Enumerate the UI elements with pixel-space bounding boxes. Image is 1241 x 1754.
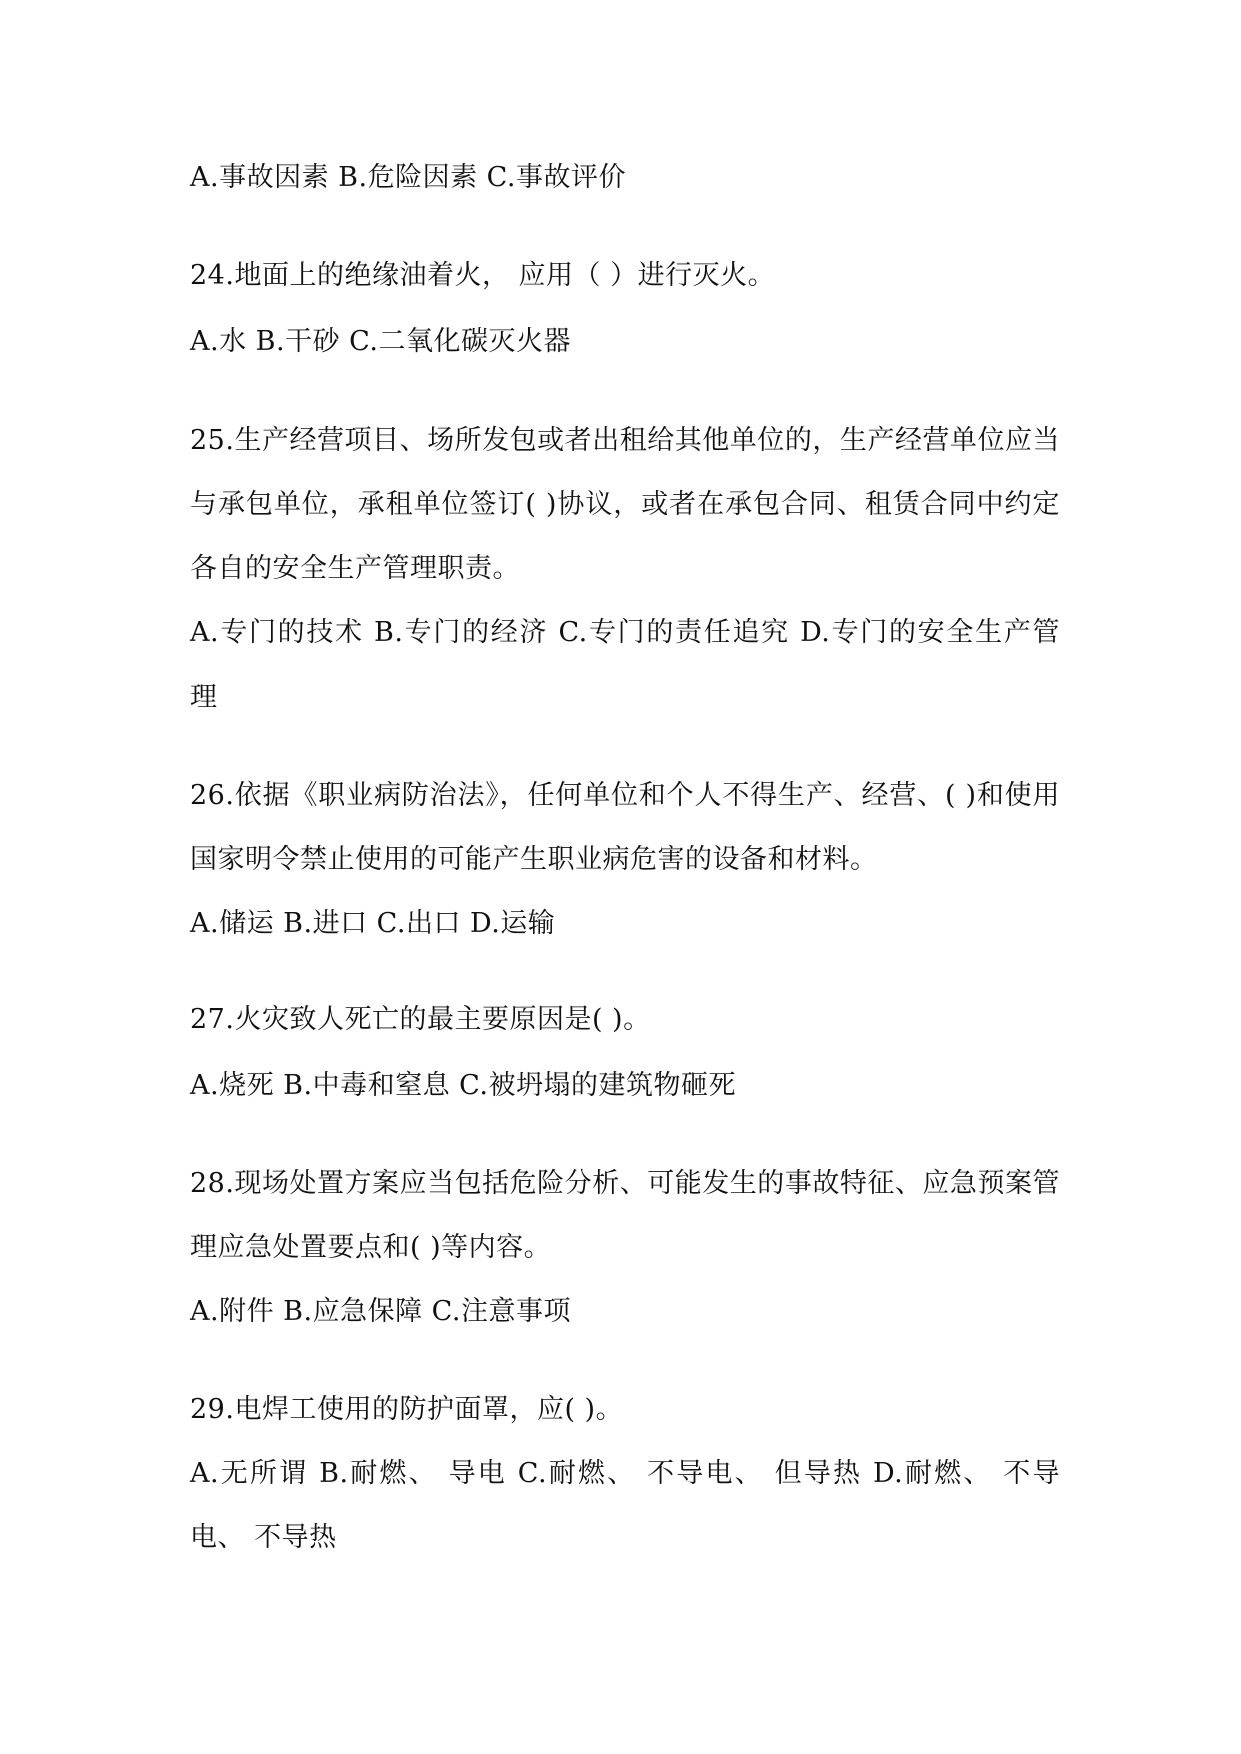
q27-options: A.烧死 B.中毒和窒息 C.被坍塌的建筑物砸死	[190, 1070, 736, 1101]
q29-options-line1: A.无所谓 B.耐燃、 导电 C.耐燃、 不导电、 但导热 D.耐燃、 不导	[190, 1458, 1060, 1489]
q25-options-line1: A.专门的技术 B.专门的经济 C.专门的责任追究 D.专门的安全生产管	[190, 617, 1060, 648]
q24-question: 24.地面上的绝缘油着火， 应用（ ）进行灭火。	[190, 260, 776, 291]
q24-options: A.水 B.干砂 C.二氧化碳灭火器	[190, 326, 571, 357]
q25-question-line3: 各自的安全生产管理职责。	[190, 553, 520, 584]
q28-question-line2: 理应急处置要点和( )等内容。	[190, 1232, 552, 1263]
q26-question-line2: 国家明令禁止使用的可能产生职业病危害的设备和材料。	[190, 844, 878, 875]
q29-options-line2: 电、 不导热	[190, 1522, 337, 1553]
q25-question-line1: 25.生产经营项目、场所发包或者出租给其他单位的，生产经营单位应当	[190, 425, 1060, 456]
q25-options-line2: 理	[190, 682, 218, 713]
q26-question-line1: 26.依据《职业病防治法》，任何单位和个人不得生产、经营、( )和使用	[190, 780, 1060, 811]
q26-options: A.储运 B.进口 C.出口 D.运输	[190, 908, 556, 939]
q28-options: A.附件 B.应急保障 C.注意事项	[190, 1296, 571, 1327]
q29-question: 29.电焊工使用的防护面罩，应( )。	[190, 1394, 624, 1425]
q25-question-line2: 与承包单位，承租单位签订( )协议，或者在承包合同、租赁合同中约定	[190, 489, 1060, 520]
q28-question-line1: 28.现场处置方案应当包括危险分析、可能发生的事故特征、应急预案管	[190, 1168, 1060, 1199]
q27-question: 27.火灾致人死亡的最主要原因是( )。	[190, 1004, 651, 1035]
q23-options: A.事故因素 B.危险因素 C.事故评价	[190, 162, 626, 193]
